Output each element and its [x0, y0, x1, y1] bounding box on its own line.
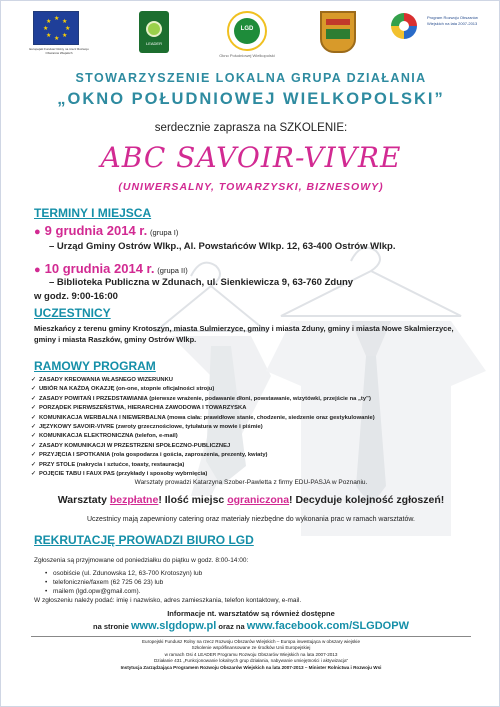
check-icon: ✓ [31, 442, 37, 449]
address-group1: – Urząd Gminy Ostrów Wlkp., Al. Powstańców Wlkp. 12, 63-400 Ostrów Wlkp. [49, 241, 396, 252]
list-item: ✓ PRZY STOLE (nakrycia i sztućce, toasty, restauracja) [31, 461, 331, 470]
list-item: ✓ ZASADY KOMUNIKACJI W PRZESTRZENI SPOŁECZNO-PUBLICZNEJ [31, 442, 331, 451]
prow-caption: Program Rozwoju Obszarów Wiejskich na lata 2007-2013 [427, 15, 478, 26]
section-heading-program: RAMOWY PROGRAM [34, 359, 156, 373]
training-title: ABC SAVOIR-VIVRE [100, 141, 402, 174]
leader-logo: LEADER [139, 11, 169, 53]
list-item: ✓ PRZYJĘCIA I SPOTKANIA (rola gospodarza i gościa, zaproszenia, prezenty, kwiaty) [31, 451, 331, 460]
website-link[interactable]: www.slgdopw.pl [130, 620, 217, 632]
list-item: ✓ KOMUNIKACJA WERBALNA I NIEWERBALNA (mowa ciała: prawidłowe stanie, chodzenie, siedzenie oraz gestykulowanie) [31, 414, 331, 423]
web-links-line: na stronie www.slgdopw.pl oraz na www.facebook.com/SLGDOPW [93, 620, 409, 632]
funding-footer: Europejski Fundusz Rolny na rzecz Rozwoju Obszarów Wiejskich – Europa inwestująca w obszary wiejskie Szkolenie współfinansowane ze środków Unii Europejskiej w ramach Osi 4 LEADER Programu Rozwoju Obszarów Wiejskich na lata 2007-2013 Działanie 431 „Funkcjonowanie lokalnych grup działania, nabywanie umiejętności i aktywizacja” Instytucja Zarządzająca Programem Rozwoju Obszarów Wiejskich na lata 2007-2013 – Minister Rolnictwa i Rozwoju Wsi [120, 639, 382, 670]
list-item: • osobiście (ul. Zdunowska 12, 63-700 Krotoszyn) lub [45, 570, 203, 577]
program-list [31, 376, 375, 479]
prow-logo [387, 11, 421, 53]
lgd-logo: LGD Okno Południowej Wielkopolski [219, 11, 275, 59]
invitation-text: serdecznie zaprasza na SZKOLENIE: [154, 122, 348, 134]
check-icon: ✓ [31, 471, 37, 478]
eu-caption: Europejski Fundusz Rolny na rzecz Rozwoju Obszarów Wiejskich [29, 47, 89, 55]
list-item: ✓ POJĘCIE TABU I FAUX PAS (przykłady i sposoby wybrnięcia) [31, 470, 331, 479]
date-line-group1: ● 9 grudnia 2014 r. (grupa I) [34, 223, 179, 238]
check-icon: ✓ [31, 452, 37, 459]
facebook-link[interactable]: www.facebook.com/SLGDOPW [246, 620, 409, 632]
list-item: ✓ ZASADY KREOWANIA WŁASNEGO WIZERUNKU [31, 376, 331, 385]
date-line-group2: ● 10 grudnia 2014 r. (grupa II) [34, 261, 188, 276]
registration-note: W zgłoszeniu należy podać: imię i nazwisko, adres zamieszkania, telefon kontaktowy, e-mail. [34, 597, 302, 604]
bullet-icon: ● [34, 226, 41, 238]
check-icon: ✓ [31, 377, 37, 383]
training-hours: w godz. 9:00-16:00 [34, 291, 118, 302]
footer-divider [31, 636, 471, 637]
check-icon: ✓ [31, 433, 37, 440]
organization-name-line1: STOWARZYSZENIE LOKALNA GRUPA DZIAŁANIA [75, 71, 427, 85]
section-heading-terms: TERMINY I MIEJSCA [34, 206, 152, 220]
bullet-icon: ● [34, 264, 41, 276]
eu-flag-logo: ★ ★ ★ ★ ★ ★ ★ ★ [33, 11, 79, 45]
list-item: ✓ ZASADY POWITAŃ I PRZEDSTAWIANIA (pierwsze wrażenie, podawanie dłoni, powstawanie, wizytówki, przejście na „ty”) [31, 395, 331, 404]
list-item: • telefonicznie/faxem (62 725 06 23) lub [45, 579, 164, 586]
training-subtitle: (UNIWERSALNY, TOWARZYSKI, BIZNESOWY) [118, 181, 384, 193]
check-icon: ✓ [31, 461, 37, 468]
catering-notice: Uczestnicy mają zapewniony catering oraz materiały niezbędne do wykonania prac w ramach warsztatów. [87, 516, 415, 523]
check-icon: ✓ [31, 405, 37, 412]
registration-methods-list [45, 569, 202, 596]
leaf-icon [146, 21, 162, 37]
check-icon: ✓ [31, 395, 37, 402]
list-item: ✓ UBIÓR NA KAŻDĄ OKAZJĘ (on-one, stopnie oficjalności stroju) [31, 385, 331, 394]
address-group2: – Biblioteka Publiczna w Zdunach, ul. Sienkiewicza 9, 63-760 Zduny [49, 277, 354, 288]
info-line: Informacje nt. warsztatów są również dostępne [167, 609, 335, 618]
list-item: ✓ KOMUNIKACJA ELEKTRONICZNA (telefon, e-mail) [31, 432, 331, 441]
section-heading-registration: REKRUTACJĘ PROWADZI BIURO LGD [34, 533, 254, 547]
coat-of-arms-logo [320, 11, 356, 53]
trainer-info: Warsztaty prowadzi Katarzyna Szober-Pawletta z firmy EDU-PASJA w Poznaniu. [134, 479, 368, 486]
list-item: • mailem (lgd.opw@gmail.com). [45, 588, 141, 595]
sponsor-logos-row [29, 11, 478, 61]
section-heading-participants: UCZESTNICY [34, 306, 111, 320]
organization-name-line2: „OKNO POŁUDNIOWEJ WIELKOPOLSKI” [57, 90, 445, 108]
registration-intro: Zgłoszenia są przyjmowane od poniedziałku do piątku w godz. 8:00-14:00: [34, 557, 249, 564]
workshops-free-notice: Warsztaty bezpłatne! Ilość miejsc ograniczona! Decyduje kolejność zgłoszeń! [57, 494, 445, 506]
check-icon: ✓ [31, 414, 37, 421]
list-item: ✓ JĘZYKOWY SAVOIR-VIVRE (zwroty grzecznościowe, tytułatura w mowie i piśmie) [31, 423, 331, 432]
check-icon: ✓ [31, 386, 37, 393]
participants-text: Mieszkańcy z terenu gminy Krotoszyn, miasta Sulmierzyce, gminy i miasta Zduny, gminy i miasta Nowe Skalmierzyce, gminy i miasta Raszków, gminy Ostrów Wlkp. [34, 324, 454, 344]
check-icon: ✓ [31, 424, 37, 431]
list-item: ✓ PORZĄDEK PIERWSZEŃSTWA, HIERARCHIA ZAWODOWA I TOWARZYSKA [31, 404, 331, 413]
